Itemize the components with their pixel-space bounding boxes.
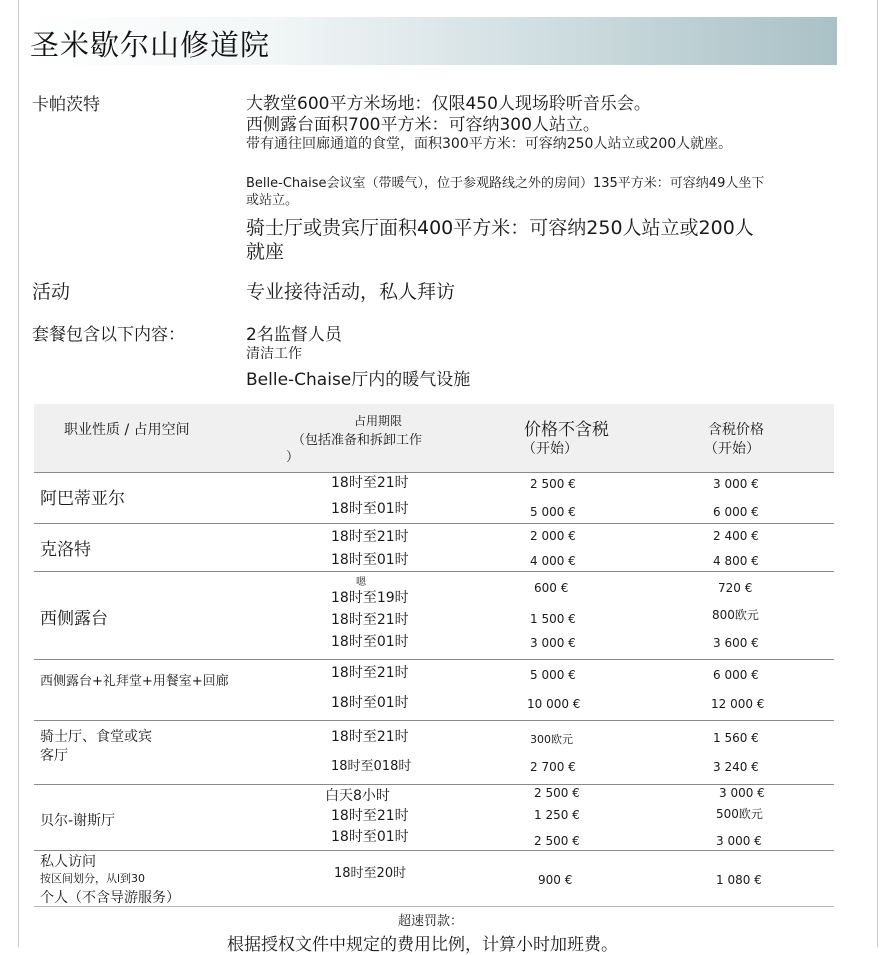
row-name: 私人访问 — [40, 854, 96, 870]
row-period: 18时至21时 — [331, 808, 409, 824]
header-period: ） — [286, 450, 300, 465]
capacity-line: 西侧露台面积700平方米：可容纳300人站立。 — [246, 115, 600, 135]
row-price-incl: 6 000 € — [713, 668, 759, 682]
row-period: 18时至21时 — [331, 612, 409, 628]
row-price-excl: 4 000 € — [530, 554, 576, 568]
row-name: 克洛特 — [40, 540, 91, 560]
row-divider — [34, 523, 834, 524]
package-item: 清洁工作 — [246, 346, 302, 362]
row-price-incl: 3 000 € — [716, 834, 762, 848]
row-price-incl: 3 000 € — [719, 786, 765, 800]
row-price-incl: 720 € — [718, 581, 753, 595]
package-item: 2名监督人员 — [246, 325, 342, 345]
row-price-excl: 2 500 € — [534, 834, 580, 848]
overtime-note: 根据授权文件中规定的费用比例，计算小时加班费。 — [227, 935, 618, 955]
row-name: 个人（不含导游服务） — [40, 890, 180, 906]
row-price-excl: 3 000 € — [530, 636, 576, 650]
row-period: 18时至018时 — [331, 759, 412, 774]
row-price-incl: 1 080 € — [716, 873, 762, 887]
row-price-incl: 500欧元 — [716, 807, 763, 821]
activity-label: 活动 — [32, 281, 71, 303]
row-name: 贝尔-谢斯厅 — [40, 813, 116, 829]
row-divider — [34, 720, 834, 721]
page-title: 圣米歇尔山修道院 — [30, 28, 271, 62]
capacity-line: 大教堂600平方米场地：仅限450人现场聆听音乐会。 — [246, 94, 651, 114]
row-divider — [34, 472, 834, 473]
row-price-incl: 2 400 € — [713, 529, 759, 543]
row-price-excl: 10 000 € — [527, 697, 581, 711]
penalty-label: 超速罚款： — [398, 914, 464, 929]
row-name: 骑士厅、食堂或宾 — [40, 729, 152, 745]
row-price-incl: 4 800 € — [713, 554, 759, 568]
row-divider — [34, 850, 834, 851]
row-price-excl: 900 € — [538, 873, 573, 887]
row-price-excl: 1 250 € — [534, 808, 580, 822]
row-price-excl: 1 500 € — [530, 612, 576, 626]
row-price-incl: 3 000 € — [713, 477, 759, 491]
row-name: 按区间划分，从l到30 — [40, 872, 146, 885]
row-price-excl: 2 000 € — [530, 529, 576, 543]
capacity-line: Belle-Chaise会议室（带暖气），位于参观路线之外的房间）135平方米：可容纳49人坐下 — [246, 176, 765, 191]
row-price-excl: 2 500 € — [534, 786, 580, 800]
header-space: 职业性质 / 占用空间 — [64, 422, 190, 438]
row-period: 18时至21时 — [331, 475, 409, 491]
row-period: 18时至01时 — [331, 501, 409, 517]
row-price-incl: 6 000 € — [713, 505, 759, 519]
row-period: 18时至21时 — [331, 665, 409, 681]
header-price-excl: （开始） — [522, 441, 578, 457]
package-label: 套餐包含以下内容： — [32, 325, 185, 345]
header-price-excl: 价格不含税 — [524, 420, 609, 440]
row-price-incl: 800欧元 — [712, 608, 759, 622]
row-divider — [34, 784, 834, 785]
row-price-excl: 300欧元 — [530, 733, 573, 746]
row-period: 18时至21时 — [331, 529, 409, 545]
row-period: 白天8小时 — [325, 788, 390, 804]
package-item: Belle-Chaise厅内的暖气设施 — [246, 370, 471, 390]
capacity-line: 骑士厅或贵宾厅面积400平方米：可容纳250人站立或200人 — [246, 217, 754, 239]
row-price-excl: 2 700 € — [530, 760, 576, 774]
row-price-excl: 5 000 € — [530, 505, 576, 519]
row-period: 18时至01时 — [331, 829, 409, 845]
row-price-excl: 2 500 € — [530, 477, 576, 491]
row-price-incl: 3 240 € — [713, 760, 759, 774]
row-price-incl: 1 560 € — [713, 731, 759, 745]
row-price-excl: 5 000 € — [530, 668, 576, 682]
row-name: 阿巴蒂亚尔 — [40, 489, 125, 509]
row-mark: 嗯 — [356, 577, 366, 588]
row-divider — [34, 659, 834, 660]
row-name: 西侧露台 — [40, 609, 108, 629]
capacity-label: 卡帕茨特 — [32, 95, 100, 115]
capacity-line: 带有通往回廊通道的食堂，面积300平方米：可容纳250人站立或200人就座。 — [246, 136, 733, 152]
header-period: （包括准备和拆卸工作 — [292, 433, 423, 448]
row-divider — [34, 571, 834, 572]
header-price-incl: （开始） — [704, 441, 760, 457]
row-period: 18时至01时 — [331, 552, 409, 568]
row-period: 18时至20时 — [334, 866, 407, 881]
capacity-line: 就座 — [246, 241, 285, 263]
activity-value: 专业接待活动，私人拜访 — [246, 281, 456, 303]
header-price-incl: 含税价格 — [708, 422, 764, 438]
row-period: 18时至21时 — [331, 729, 409, 745]
row-period: 18时至19时 — [331, 590, 409, 606]
row-period: 18时至01时 — [331, 634, 409, 650]
header-period: 占用期限 — [354, 414, 403, 428]
row-name: 西侧露台+礼拜堂+用餐室+回廊 — [40, 674, 229, 689]
capacity-line: 或站立。 — [246, 193, 299, 208]
row-name: 客厅 — [40, 748, 68, 764]
row-price-excl: 600 € — [534, 581, 569, 595]
row-price-incl: 12 000 € — [711, 697, 765, 711]
row-price-incl: 3 600 € — [713, 636, 759, 650]
row-period: 18时至01时 — [331, 695, 409, 711]
